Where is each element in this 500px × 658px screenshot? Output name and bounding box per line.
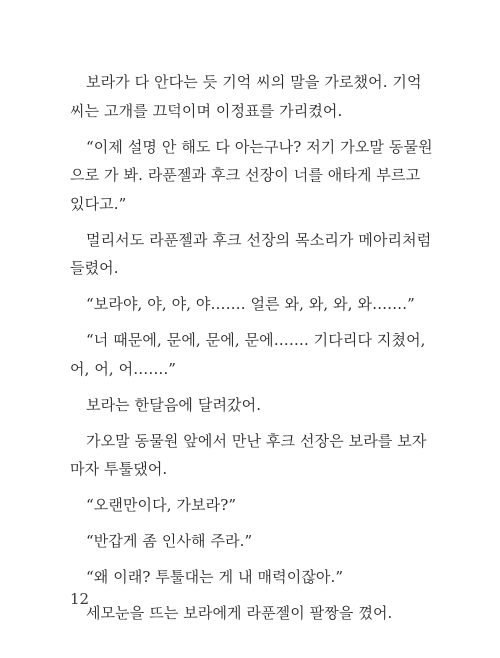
text-line: 들렸어. bbox=[70, 259, 119, 277]
text-line: “보라야, 야, 야, 야……. 얼른 와, 와, 와, 와…….” bbox=[86, 295, 415, 313]
text-line: 보라가 다 안다는 듯 기억 씨의 말을 가로챘어. 기억 bbox=[86, 73, 422, 91]
text-line: 멀리서도 라푼젤과 후크 선장의 목소리가 메아리처럼 bbox=[86, 230, 432, 249]
paragraph bbox=[70, 133, 433, 219]
body-text bbox=[70, 68, 433, 635]
paragraph bbox=[70, 391, 430, 420]
text-line: 보라는 한달음에 달려갔어. bbox=[86, 395, 262, 414]
text-line: “왜 이래? 투툴대는 게 내 매력이잖아.” bbox=[86, 568, 344, 586]
paragraph bbox=[70, 599, 430, 628]
paragraph bbox=[70, 563, 430, 592]
text-line: 으로 가 봐. 라푼젤과 후크 선장이 너를 애타게 부르고 bbox=[70, 166, 421, 184]
text-line: “이제 설명 안 해도 다 아는구나? 저기 가오말 동물원 bbox=[86, 137, 433, 156]
paragraph bbox=[70, 226, 430, 283]
text-line: “오랜만이다, 가보라?” bbox=[86, 496, 237, 514]
text-line: 가오말 동물원 앞에서 만난 후크 선장은 보라를 보자 bbox=[86, 431, 427, 450]
paragraph bbox=[70, 68, 430, 125]
paragraph bbox=[70, 527, 430, 556]
paragraph bbox=[70, 427, 430, 484]
text-line: “반갑게 좀 인사해 주라.” bbox=[86, 532, 253, 550]
paragraph bbox=[70, 290, 430, 319]
paragraph bbox=[70, 326, 430, 383]
text-line: 있다고.” bbox=[70, 194, 127, 213]
text-line: “너 때문에, 문에, 문에, 문에……. 기다리다 지쳤어, bbox=[86, 331, 426, 349]
paragraph bbox=[70, 491, 430, 520]
text-line: 씨는 고개를 끄덕이며 이정표를 가리켰어. bbox=[70, 101, 343, 120]
text-line: 세모눈을 뜨는 보라에게 라푼젤이 팔짱을 꼈어. bbox=[86, 604, 393, 622]
text-line: 마자 투툴댔어. bbox=[70, 460, 168, 478]
page-number: 12 bbox=[70, 590, 90, 608]
text-line: 어, 어, 어…….” bbox=[70, 359, 177, 378]
